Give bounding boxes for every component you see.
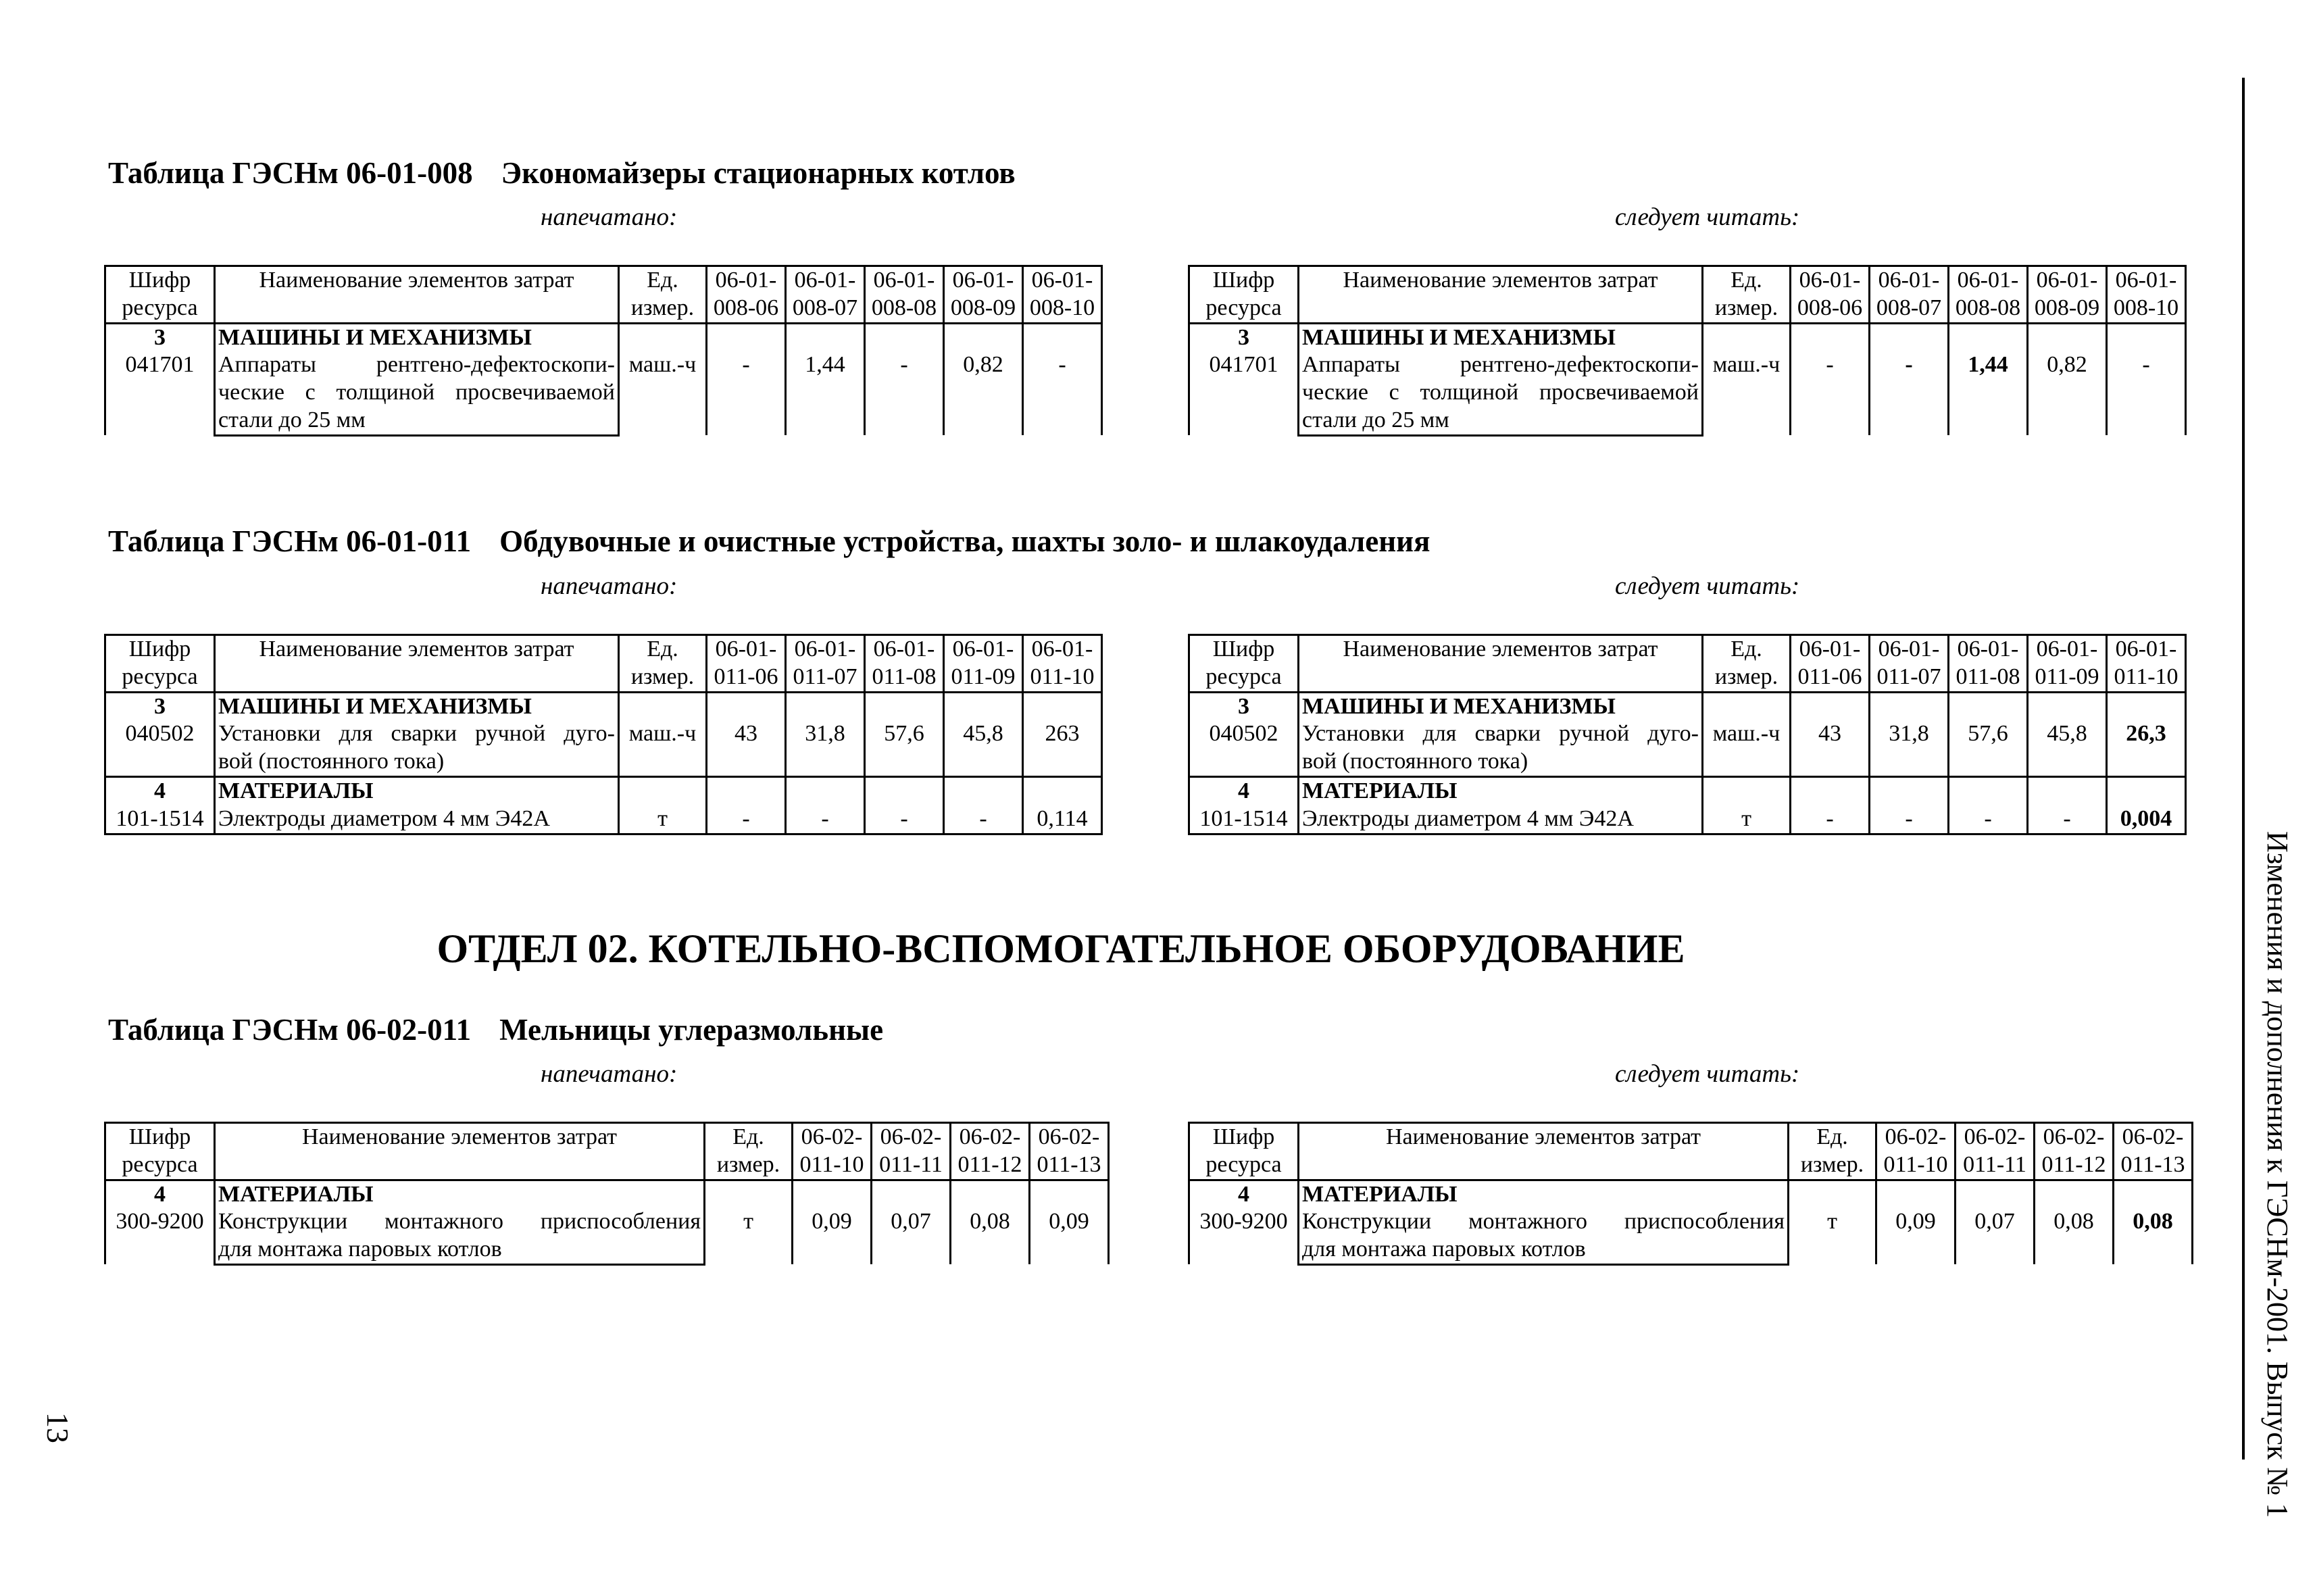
value-cell: 0,07	[1956, 1208, 2035, 1264]
table-id: Таблица ГЭСНм 06-02-011	[108, 1013, 472, 1047]
group-code: 3	[105, 323, 215, 351]
unit-cell: т	[1789, 1208, 1876, 1264]
resource-name-line: Конструкции монтажного приспособления	[1299, 1208, 1789, 1236]
resource-code: 101-1514	[1189, 805, 1299, 834]
value-cell: -	[2107, 351, 2186, 435]
header-norm-code: 06-01-	[786, 635, 865, 664]
header-norm-code: 008-06	[707, 295, 786, 323]
group-row	[105, 1180, 1109, 1208]
group-blank	[1791, 692, 1870, 720]
header-code: Шифр	[105, 635, 215, 664]
group-blank	[786, 692, 865, 720]
resource-name-line: Конструкции монтажного приспособления	[215, 1208, 705, 1236]
resource-code: 101-1514	[105, 805, 215, 834]
group-blank	[1703, 323, 1791, 351]
header-norm-code: 06-01-	[944, 635, 1023, 664]
resource-code: 041701	[105, 351, 215, 435]
group-code: 3	[1189, 323, 1299, 351]
header-name: Наименование элементов затрат	[1299, 1123, 1789, 1180]
group-blank	[1703, 692, 1791, 720]
group-name: МАТЕРИАЛЫ	[1299, 776, 1703, 805]
margin-rule	[2242, 78, 2245, 1460]
header-unit: Ед.	[619, 635, 707, 664]
header-row	[105, 1123, 1109, 1151]
group-blank	[2028, 323, 2107, 351]
table-title-06-02-011	[108, 1012, 883, 1047]
header-unit: измер.	[619, 664, 707, 692]
header-code: ресурса	[105, 295, 215, 323]
value-cell: 31,8	[1870, 720, 1949, 776]
group-blank	[1949, 692, 2028, 720]
group-blank	[1876, 1180, 1956, 1208]
header-code: ресурса	[105, 1151, 215, 1180]
section-title: ОТДЕЛ 02. КОТЕЛЬНО-ВСПОМОГАТЕЛЬНОЕ ОБОРУДОВАНИЕ	[437, 926, 1685, 971]
unit-cell: маш.-ч	[619, 351, 707, 435]
header-unit: измер.	[1789, 1151, 1876, 1180]
group-blank	[1791, 776, 1870, 805]
printed-table	[104, 634, 1103, 835]
group-blank	[1023, 323, 1102, 351]
header-norm-code: 06-02-	[951, 1123, 1030, 1151]
group-code: 4	[105, 776, 215, 805]
header-norm-code: 011-07	[1870, 664, 1949, 692]
group-code: 3	[1189, 692, 1299, 720]
group-row	[1189, 1180, 2193, 1208]
printed-caption: напечатано:	[541, 1060, 678, 1088]
group-name: МАШИНЫ И МЕХАНИЗМЫ	[215, 323, 619, 351]
group-blank	[2035, 1180, 2114, 1208]
group-blank	[944, 323, 1023, 351]
header-code: Шифр	[105, 266, 215, 295]
value-cell: 0,114	[1023, 805, 1102, 834]
header-norm-code: 011-12	[951, 1151, 1030, 1180]
header-row	[1189, 266, 2186, 295]
group-blank	[1030, 1180, 1109, 1208]
header-norm-code: 06-01-	[2028, 266, 2107, 295]
header-norm-code: 06-02-	[1956, 1123, 2035, 1151]
unit-cell: т	[1703, 805, 1791, 834]
group-row	[105, 776, 1102, 805]
header-norm-code: 011-06	[1791, 664, 1870, 692]
resource-name-line: для монтажа паровых котлов	[1299, 1236, 1789, 1264]
value-cell: -	[1949, 805, 2028, 834]
value-cell: -	[786, 805, 865, 834]
group-row	[105, 692, 1102, 720]
header-row	[1189, 635, 2186, 664]
header-row	[1189, 1123, 2193, 1151]
group-name: МАШИНЫ И МЕХАНИЗМЫ	[1299, 323, 1703, 351]
group-blank	[1956, 1180, 2035, 1208]
header-norm-code: 008-08	[865, 295, 944, 323]
header-name: Наименование элементов затрат	[215, 1123, 705, 1180]
header-norm-code: 011-08	[1949, 664, 2028, 692]
header-norm-code: 011-09	[944, 664, 1023, 692]
resource-name-line: Электроды диаметром 4 мм Э42А	[1299, 805, 1703, 834]
group-blank	[786, 776, 865, 805]
header-name: Наименование элементов затрат	[1299, 266, 1703, 324]
header-unit: Ед.	[1703, 635, 1791, 664]
group-blank	[1870, 692, 1949, 720]
group-blank	[619, 692, 707, 720]
header-unit: измер.	[619, 295, 707, 323]
value-cell: 0,08	[2035, 1208, 2114, 1264]
group-blank	[1870, 323, 1949, 351]
group-blank	[2107, 323, 2186, 351]
value-cell: 0,09	[1876, 1208, 1956, 1264]
value-cell: 0,07	[872, 1208, 951, 1264]
header-unit: измер.	[1703, 295, 1791, 323]
group-blank	[2028, 776, 2107, 805]
group-row	[1189, 776, 2186, 805]
table-name: Мельницы углеразмольные	[499, 1013, 884, 1047]
header-unit: Ед.	[705, 1123, 793, 1151]
value-cell: 57,6	[1949, 720, 2028, 776]
resource-name-line: Установки для сварки ручной дуго-	[215, 720, 619, 748]
header-code: ресурса	[105, 664, 215, 692]
group-blank	[705, 1180, 793, 1208]
header-code: ресурса	[1189, 664, 1299, 692]
printed-caption: напечатано:	[541, 203, 678, 231]
group-blank	[944, 776, 1023, 805]
value-cell: 0,09	[1030, 1208, 1109, 1264]
resource-code: 040502	[1189, 720, 1299, 776]
group-blank	[944, 692, 1023, 720]
table-name: Обдувочные и очистные устройства, шахты золо- и шлакоудаления	[499, 524, 1430, 558]
header-norm-code: 008-10	[2107, 295, 2186, 323]
resource-name-line: Аппараты рентгено-дефектоскопи-	[215, 351, 619, 379]
header-unit: Ед.	[1789, 1123, 1876, 1151]
header-norm-code: 06-01-	[1023, 266, 1102, 295]
value-cell: 1,44	[786, 351, 865, 435]
header-name: Наименование элементов затрат	[215, 266, 619, 324]
header-code: Шифр	[1189, 635, 1299, 664]
printed-table	[104, 265, 1103, 437]
value-cell: 26,3	[2107, 720, 2186, 776]
header-norm-code: 06-01-	[1949, 266, 2028, 295]
group-blank	[865, 776, 944, 805]
group-blank	[707, 323, 786, 351]
resource-name-line: стали до 25 мм	[215, 407, 619, 435]
should-read-caption: следует читать:	[1615, 203, 1800, 231]
header-norm-code: 008-06	[1791, 295, 1870, 323]
header-norm-code: 008-09	[2028, 295, 2107, 323]
table-row	[105, 720, 1102, 748]
corrected-table	[1188, 265, 2187, 437]
resource-name-line: Электроды диаметром 4 мм Э42А	[215, 805, 619, 834]
unit-cell: маш.-ч	[1703, 351, 1791, 435]
group-blank	[872, 1180, 951, 1208]
group-blank	[619, 323, 707, 351]
header-norm-code: 06-01-	[2028, 635, 2107, 664]
group-row	[1189, 692, 2186, 720]
page-number	[42, 1412, 76, 1446]
corrected-table	[1188, 634, 2187, 835]
header-norm-code: 06-01-	[944, 266, 1023, 295]
value-cell: 0,82	[944, 351, 1023, 435]
header-norm-code: 011-06	[707, 664, 786, 692]
group-blank	[865, 692, 944, 720]
header-code: Шифр	[1189, 1123, 1299, 1151]
should-read-caption: следует читать:	[1615, 1060, 1800, 1088]
group-blank	[707, 692, 786, 720]
printed-caption: напечатано:	[541, 572, 678, 600]
group-blank	[2107, 692, 2186, 720]
table-row	[1189, 720, 2186, 748]
resource-code: 041701	[1189, 351, 1299, 435]
value-cell: 1,44	[1949, 351, 2028, 435]
header-norm-code: 011-11	[872, 1151, 951, 1180]
group-blank	[2114, 1180, 2193, 1208]
resource-code: 300-9200	[105, 1208, 215, 1264]
group-name: МАТЕРИАЛЫ	[215, 1180, 705, 1208]
group-blank	[1703, 776, 1791, 805]
header-norm-code: 06-01-	[1791, 266, 1870, 295]
header-norm-code: 011-09	[2028, 664, 2107, 692]
header-norm-code: 06-01-	[1791, 635, 1870, 664]
corrected-table	[1188, 1122, 2193, 1266]
header-norm-code: 008-07	[1870, 295, 1949, 323]
resource-name-line: для монтажа паровых котлов	[215, 1236, 705, 1264]
header-norm-code: 011-13	[2114, 1151, 2193, 1180]
resource-name-line: стали до 25 мм	[1299, 407, 1703, 435]
value-cell: 43	[1791, 720, 1870, 776]
table-name: Экономайзеры стационарных котлов	[501, 156, 1016, 190]
group-blank	[951, 1180, 1030, 1208]
value-cell: -	[1791, 805, 1870, 834]
value-cell: -	[944, 805, 1023, 834]
header-norm-code: 008-09	[944, 295, 1023, 323]
header-norm-code: 06-01-	[707, 266, 786, 295]
header-unit: измер.	[1703, 664, 1791, 692]
table-row	[105, 805, 1102, 834]
group-blank	[1791, 323, 1870, 351]
value-cell: -	[707, 351, 786, 435]
group-code: 3	[105, 692, 215, 720]
header-norm-code: 011-13	[1030, 1151, 1109, 1180]
header-norm-code: 06-01-	[1870, 635, 1949, 664]
header-norm-code: 06-02-	[872, 1123, 951, 1151]
table-id: Таблица ГЭСНм 06-01-011	[108, 524, 472, 558]
resource-code: 040502	[105, 720, 215, 776]
header-norm-code: 011-12	[2035, 1151, 2114, 1180]
unit-cell: маш.-ч	[619, 720, 707, 776]
value-cell: -	[1870, 351, 1949, 435]
header-norm-code: 06-01-	[707, 635, 786, 664]
resource-name-line: Аппараты рентгено-дефектоскопи-	[1299, 351, 1703, 379]
resource-name-line: вой (постоянного тока)	[1299, 748, 1703, 776]
table-id: Таблица ГЭСНм 06-01-008	[108, 156, 473, 190]
table-row	[1189, 1208, 2193, 1236]
header-norm-code: 06-01-	[865, 266, 944, 295]
value-cell: -	[1791, 351, 1870, 435]
header-row	[105, 635, 1102, 664]
value-cell: 45,8	[2028, 720, 2107, 776]
value-cell: -	[1870, 805, 1949, 834]
group-name: МАТЕРИАЛЫ	[1299, 1180, 1789, 1208]
value-cell: 0,08	[951, 1208, 1030, 1264]
group-blank	[1023, 776, 1102, 805]
resource-name-line: Установки для сварки ручной дуго-	[1299, 720, 1703, 748]
table-row	[105, 351, 1102, 379]
table-row	[105, 1208, 1109, 1236]
group-blank	[1789, 1180, 1876, 1208]
header-norm-code: 06-02-	[1876, 1123, 1956, 1151]
header-unit: Ед.	[619, 266, 707, 295]
value-cell: 45,8	[944, 720, 1023, 776]
group-code: 4	[1189, 776, 1299, 805]
value-cell: 263	[1023, 720, 1102, 776]
resource-name-line: ческие с толщиной просвечиваемой	[215, 379, 619, 407]
header-norm-code: 011-08	[865, 664, 944, 692]
header-code: Шифр	[1189, 266, 1299, 295]
group-code: 4	[1189, 1180, 1299, 1208]
resource-code: 300-9200	[1189, 1208, 1299, 1264]
header-norm-code: 011-10	[1876, 1151, 1956, 1180]
header-norm-code: 008-07	[786, 295, 865, 323]
page-number-text: 13	[41, 1412, 75, 1443]
header-norm-code: 008-08	[1949, 295, 2028, 323]
header-norm-code: 06-01-	[1949, 635, 2028, 664]
header-code: ресурса	[1189, 1151, 1299, 1180]
resource-name-line: ческие с толщиной просвечиваемой	[1299, 379, 1703, 407]
table-title-06-01-011	[108, 524, 1430, 559]
header-norm-code: 011-10	[793, 1151, 872, 1180]
unit-cell: маш.-ч	[1703, 720, 1791, 776]
group-blank	[1949, 776, 2028, 805]
table-row	[1189, 805, 2186, 834]
group-row	[105, 323, 1102, 351]
group-blank	[865, 323, 944, 351]
table-title-06-01-008	[108, 155, 1016, 191]
group-name: МАТЕРИАЛЫ	[215, 776, 619, 805]
header-norm-code: 06-01-	[2107, 266, 2186, 295]
header-code: Шифр	[105, 1123, 215, 1151]
header-norm-code: 06-02-	[793, 1123, 872, 1151]
value-cell: 31,8	[786, 720, 865, 776]
group-blank	[1870, 776, 1949, 805]
value-cell: 0,82	[2028, 351, 2107, 435]
group-blank	[2107, 776, 2186, 805]
running-title-text: Изменения и дополнения к ГЭСНм-2001. Выпуск № 1	[2261, 831, 2294, 1518]
header-unit: измер.	[705, 1151, 793, 1180]
header-norm-code: 011-10	[2107, 664, 2186, 692]
value-cell: -	[707, 805, 786, 834]
header-norm-code: 06-01-	[1870, 266, 1949, 295]
value-cell: -	[865, 805, 944, 834]
value-cell: -	[1023, 351, 1102, 435]
group-blank	[619, 776, 707, 805]
group-blank	[1949, 323, 2028, 351]
value-cell: 57,6	[865, 720, 944, 776]
value-cell: 43	[707, 720, 786, 776]
unit-cell: т	[619, 805, 707, 834]
group-blank	[786, 323, 865, 351]
header-norm-code: 06-02-	[2114, 1123, 2193, 1151]
group-name: МАШИНЫ И МЕХАНИЗМЫ	[215, 692, 619, 720]
header-norm-code: 06-01-	[1023, 635, 1102, 664]
value-cell: -	[865, 351, 944, 435]
header-norm-code: 011-11	[1956, 1151, 2035, 1180]
printed-table	[104, 1122, 1110, 1266]
group-blank	[793, 1180, 872, 1208]
group-name: МАШИНЫ И МЕХАНИЗМЫ	[1299, 692, 1703, 720]
group-blank	[2028, 692, 2107, 720]
value-cell: 0,004	[2107, 805, 2186, 834]
table-row	[1189, 351, 2186, 379]
header-norm-code: 011-07	[786, 664, 865, 692]
value-cell: 0,09	[793, 1208, 872, 1264]
group-blank	[707, 776, 786, 805]
header-norm-code: 06-01-	[786, 266, 865, 295]
header-norm-code: 06-01-	[2107, 635, 2186, 664]
header-norm-code: 008-10	[1023, 295, 1102, 323]
group-row	[1189, 323, 2186, 351]
header-unit: Ед.	[1703, 266, 1791, 295]
group-code: 4	[105, 1180, 215, 1208]
value-cell: -	[2028, 805, 2107, 834]
header-norm-code: 06-02-	[2035, 1123, 2114, 1151]
resource-name-line: вой (постоянного тока)	[215, 748, 619, 776]
value-cell: 0,08	[2114, 1208, 2193, 1264]
header-name: Наименование элементов затрат	[215, 635, 619, 693]
header-norm-code: 06-02-	[1030, 1123, 1109, 1151]
unit-cell: т	[705, 1208, 793, 1264]
header-code: ресурса	[1189, 295, 1299, 323]
should-read-caption: следует читать:	[1615, 572, 1800, 600]
header-row	[105, 266, 1102, 295]
header-name: Наименование элементов затрат	[1299, 635, 1703, 693]
header-norm-code: 011-10	[1023, 664, 1102, 692]
group-blank	[1023, 692, 1102, 720]
header-norm-code: 06-01-	[865, 635, 944, 664]
